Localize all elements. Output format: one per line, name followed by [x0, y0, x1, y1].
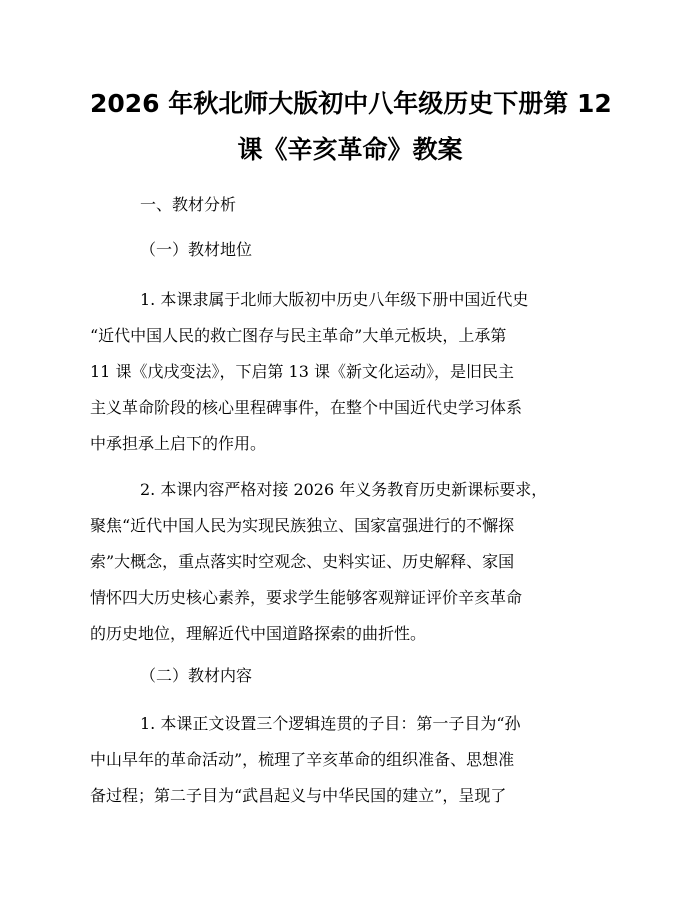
paragraph-line: 11 课《戊戌变法》，下启第 13 课《新文化运动》，是旧民主: [90, 362, 514, 381]
document-title-line-2: 课《辛亥革命》教案: [237, 135, 463, 164]
subsection-heading-textbook-content: （二）教材内容: [140, 666, 253, 685]
paragraph-2: [90, 478, 610, 658]
paragraph-line: 备过程；第二子目为“武昌起义与中华民国的建立”，呈现了: [90, 786, 507, 805]
paragraph-line: 聚焦“近代中国人民为实现民族独立、国家富强进行的不懈探: [90, 516, 515, 535]
paragraph-line: “近代中国人民的救亡图存与民主革命”大单元板块，上承第: [90, 326, 507, 345]
subsection-heading-textbook-position: （一）教材地位: [140, 240, 253, 259]
paragraph-line: 2. 本课内容严格对接 2026 年义务教育历史新课标要求，: [140, 480, 548, 499]
paragraph-line: 情怀四大历史核心素养，要求学生能够客观辩证评价辛亥革命: [90, 588, 523, 607]
paragraph-line: 索”大概念，重点落实时空观念、史料实证、历史解释、家国: [90, 552, 515, 571]
paragraph-3: [90, 712, 610, 820]
paragraph-line: 中承担承上启下的作用。: [90, 434, 267, 453]
paragraph-line: 1. 本课隶属于北师大版初中历史八年级下册中国近代史: [140, 290, 529, 309]
paragraph-1: [90, 288, 610, 468]
paragraph-line: 的历史地位，理解近代中国道路探索的曲折性。: [90, 624, 427, 643]
section-heading-textbook-analysis: 一、教材分析: [140, 195, 237, 214]
paragraph-line: 主义革命阶段的核心里程碑事件，在整个中国近代史学习体系: [90, 398, 523, 417]
document-title-line-1: 2026 年秋北师大版初中八年级历史下册第 12: [90, 89, 612, 118]
paragraph-line: 中山早年的革命活动”，梳理了辛亥革命的组织准备、思想准: [90, 750, 515, 769]
paragraph-line: 1. 本课正文设置三个逻辑连贯的子目：第一子目为“孙: [140, 714, 521, 733]
